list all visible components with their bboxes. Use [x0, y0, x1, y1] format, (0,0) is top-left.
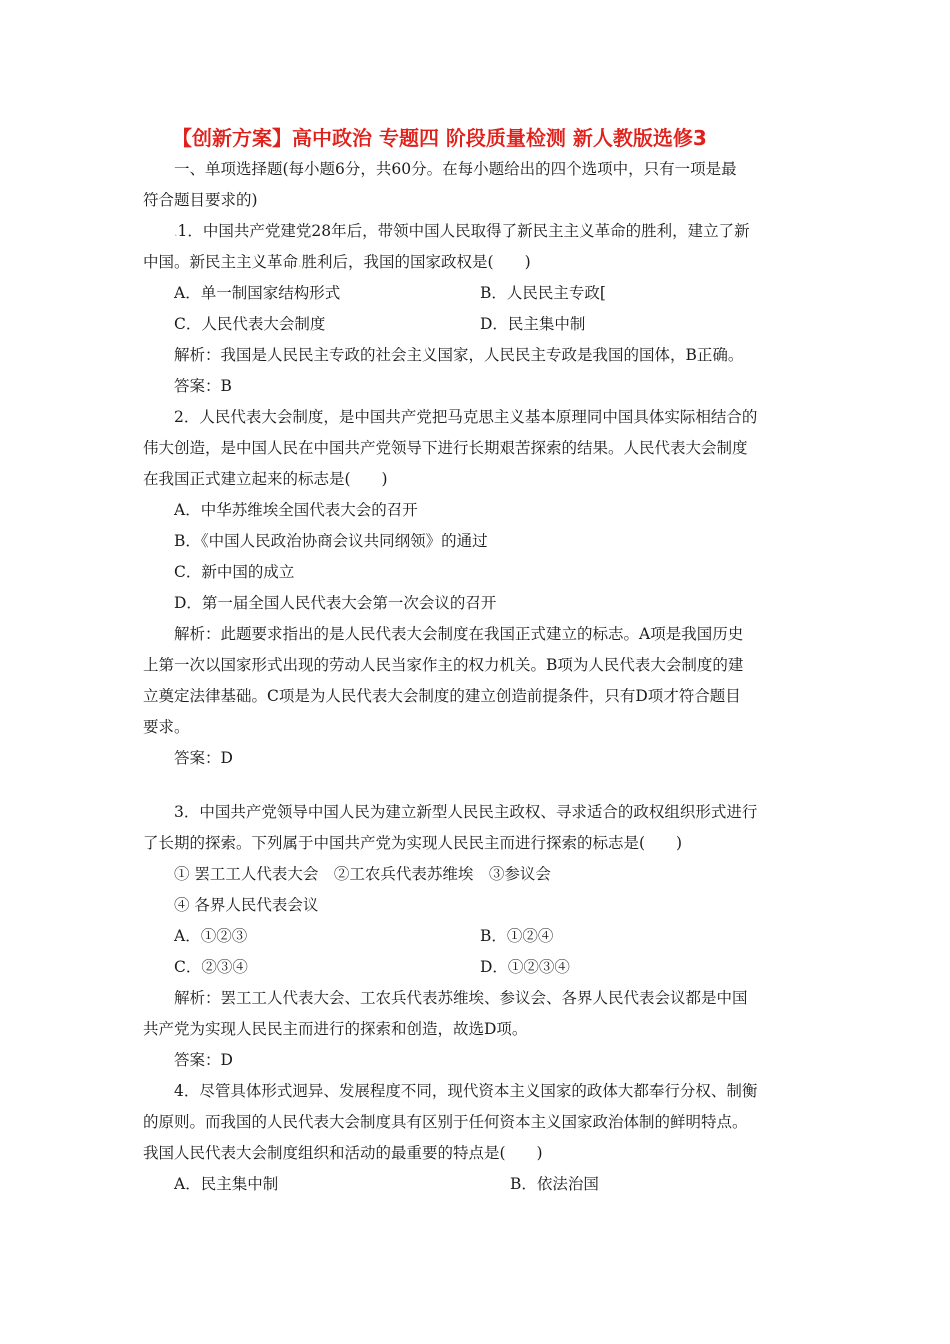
q3-option-c: C．②③④: [174, 958, 248, 976]
q3-analysis-line-2: 共产党为实现人民民主而进行的探索和创造，故选D项。: [143, 1020, 528, 1038]
q1-option-b: B．人民民主专政[: [480, 284, 606, 302]
q1-stem-text-2a: 中国。新民主主义革命: [143, 253, 299, 271]
q4-option-b: B．依法治国: [510, 1175, 599, 1193]
q1-answer: 答案：B: [174, 377, 232, 395]
q2-analysis-line-4: 要求。: [143, 718, 190, 736]
q2-option-a: A．中华苏维埃全国代表大会的召开: [174, 501, 418, 519]
q1-analysis: 解析：我国是人民民主专政的社会主义国家，人民民主专政是我国的国体，B正确。: [174, 346, 744, 364]
section-heading-line-1: 一、单项选择题(每小题6分，共60分。在每小题给出的四个选项中，只有一项是最: [174, 160, 737, 178]
q4-stem-line-3: 我国人民代表大会制度组织和活动的最重要的特点是( ): [143, 1144, 543, 1162]
q3-items-line-1: ① 罢工工人代表大会 ②工农兵代表苏维埃 ③参议会: [174, 865, 551, 883]
q2-stem-line-1: 2．人民代表大会制度，是中国共产党把马克思主义基本原理同中国具体实际相结合的: [174, 408, 758, 426]
q1-option-c: C．人民代表大会制度: [174, 315, 326, 333]
q1-option-a: A．单一制国家结构形式: [174, 284, 341, 302]
q2-option-c: C．新中国的成立: [174, 563, 295, 581]
q4-option-a: A．民主集中制: [174, 1175, 279, 1193]
q3-items-line-2: ④ 各界人民代表会议: [174, 896, 319, 914]
q2-option-b: B．《中国人民政治协商会议共同纲领》的通过: [174, 532, 488, 550]
q2-analysis-line-3: 立奠定法律基础。C项是为人民代表大会制度的建立创造前提条件，只有D项才符合题目: [143, 687, 741, 705]
section-heading-line-2: 符合题目要求的): [143, 191, 258, 209]
q4-stem-line-2: 的原则。而我国的人民代表大会制度具有区别于任何资本主义国家政治体制的鲜明特点。: [143, 1113, 748, 1131]
q4-stem-line-1: 4．尽管具体形式迥异、发展程度不同，现代资本主义国家的政体大都奉行分权、制衡: [174, 1082, 758, 1100]
q2-analysis-line-2: 上第一次以国家形式出现的劳动人民当家作主的权力机关。B项为人民代表大会制度的建: [143, 656, 744, 674]
q2-stem-line-2: 伟大创造，是中国人民在中国共产党领导下进行长期艰苦探索的结果。人民代表大会制度: [143, 439, 748, 457]
q2-analysis-line-1: 解析：此题要求指出的是人民代表大会制度在我国正式建立的标志。A项是我国历史: [174, 625, 744, 643]
q3-analysis-line-1: 解析：罢工工人代表大会、工农兵代表苏维埃、参议会、各界人民代表会议都是中国: [174, 989, 748, 1007]
q3-answer: 答案：D: [174, 1051, 233, 1069]
q1-stem-line-2: [143, 252, 531, 274]
q1-stem-text-2b: 胜利后，我国的国家政权是( ): [301, 253, 531, 271]
q3-option-b: B．①②④: [480, 927, 554, 945]
q3-option-a: A．①②③: [174, 927, 248, 945]
q3-option-d: D．①②③④: [480, 958, 570, 976]
q2-stem-line-3: 在我国正式建立起来的标志是( ): [143, 470, 388, 488]
q3-stem-line-1: 3．中国共产党领导中国人民为建立新型人民民主政权、寻求适合的政权组织形式进行: [174, 803, 758, 821]
q1-mark-2: .: [298, 257, 302, 270]
document-title: 【创新方案】高中政治 专题四 阶段质量检测 新人教版选修3: [172, 126, 707, 150]
q3-stem-line-2: 了长期的探索。下列属于中国共产党为实现人民民主而进行探索的标志是( ): [143, 834, 683, 852]
q1-stem-line-1: [174, 221, 750, 243]
q1-option-d: D．民主集中制: [480, 315, 586, 333]
q1-mark: .: [174, 226, 178, 239]
q2-option-d: D．第一届全国人民代表大会第一次会议的召开: [174, 594, 497, 612]
q2-answer: 答案：D: [174, 749, 233, 767]
q1-stem-text-1: 1．中国共产党建党28年后，带领中国人民取得了新民主主义革命的胜利，建立了新: [177, 222, 750, 240]
